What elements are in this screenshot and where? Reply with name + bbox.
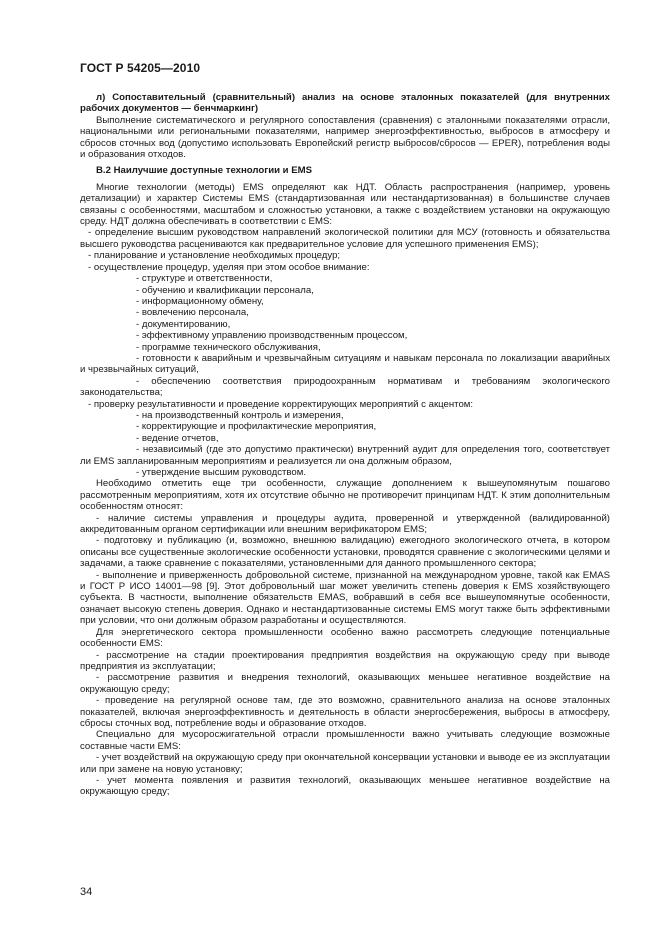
sub-list-item: - независимый (где это допустимо практически) внутренний аудит для определения того, соответствует ли EMS запланированным мероприятиям и реализуется ли она должным образом,	[80, 444, 610, 467]
paragraph: Для энергетического сектора промышленности особенно важно рассмотреть следующие потенциальные особенности EMS:	[80, 626, 610, 650]
list-item: - подготовку и публикацию (и, возможно, внешнюю валидацию) ежегодного экологического отчета, в котором описаны все существенные экологические особенности установки, проводятся сравнение с экологическими целями и задачами, а также сравнение с показателями, установленными для данного промышленного сектора;	[80, 535, 610, 570]
sub-list-item: - на производственный контроль и измерения,	[136, 409, 344, 421]
paragraph: Специально для мусоросжигательной отрасли промышленности важно учитывать следующие возможные составные части EMS:	[80, 729, 610, 752]
list-item: - наличие системы управления и процедуры аудита, проверенной и утвержденной (валидированной) аккредитованным органом сертификации или внешним верификатором EMS;	[80, 512, 610, 536]
sub-list-item: - программе технического обслуживания,	[136, 341, 321, 353]
list-item: - планирование и установление необходимых процедур;	[88, 250, 341, 262]
sub-list-item: - обучению и квалификации персонала,	[136, 284, 314, 296]
page-number: 34	[80, 886, 93, 898]
sub-list-item: - структуре и ответственности,	[136, 273, 273, 285]
document-code: ГОСТ Р 54205—2010	[80, 61, 201, 75]
list-item: - проверку результативности и проведение корректирующих мероприятий с акцентом:	[88, 398, 474, 410]
list-item: - рассмотрение на стадии проектирования предприятия воздействия на окружающую среду при выводе предприятия из эксплуатации;	[80, 649, 610, 672]
sub-list-item: - эффективному управлению производственным процессом,	[136, 330, 408, 342]
section-heading: В.2 Наилучшие доступные технологии и EMS	[96, 165, 313, 177]
list-item: - учет момента появления и развития технологий, оказывающих меньшее негативное воздействие на окружающую среду;	[80, 774, 610, 798]
sub-list-item: - обеспечению соответствия природоохранным нормативам и требованиям экологического законодательства;	[80, 375, 610, 399]
paragraph: Многие технологии (методы) EMS определяют как НДТ. Область распространения (например, уровень детализации) и характер Системы EMS (стандартизованная или нестандартизованная) в большинстве случаев связаны с особенностями, масштабом и сложностью установки, а также с воздействием установки на окружающую среду. НДТ должна обеспечивать в соответствии с EMS:	[80, 181, 610, 228]
paragraph: Выполнение систематического и регулярного сопоставления (сравнения) с эталонными показателями отрасли, национальными или региональными показателями, например энергоэффективностью, выбросов в атмосферу и сбросов сточных вод (допустимо использовать Европейский регистр выбросов/сбросов — EPER), потребления воды и образования отходов.	[80, 114, 610, 161]
sub-list-item: - корректирующие и профилактические мероприятия,	[136, 421, 377, 433]
list-item: - осуществление процедур, уделяя при этом особое внимание:	[88, 261, 370, 273]
list-item: - определение высшим руководством направлений экологической политики для МСУ (готовность и обязательства высшего руководства расцениваются как предварительное условие для успешного применения EMS);	[80, 227, 610, 250]
list-item: - учет воздействий на окружающую среду при окончательной консервации установки и выводе ее из эксплуатации или при замене на новую установку;	[80, 752, 610, 775]
paragraph: Необходимо отметить еще три особенности, служащие дополнением к вышеупомянутым пошагово рассмотренным мероприятиям, хотя их отсутствие обычно не противоречит принципам НДТ. К этим дополнительным особенностям относят:	[80, 478, 610, 513]
sub-list-item: - информационному обмену,	[136, 295, 264, 307]
section-heading: л) Сопоставительный (сравнительный) анализ на основе эталонных показателей (для внутренних рабочих документов — бенчмаркинг)	[80, 92, 610, 115]
sub-list-item: - документированию,	[136, 318, 231, 330]
list-item: - рассмотрение развития и внедрения технологий, оказывающих меньшее негативное воздействие на окружающую среду;	[80, 672, 610, 695]
sub-list-item: - ведение отчетов,	[136, 432, 219, 444]
document-body	[80, 92, 610, 798]
sub-list-item: - готовности к аварийным и чрезвычайным ситуациям и навыкам персонала по локализации аварийных и чрезвычайных ситуаций,	[80, 352, 610, 376]
sub-list-item: - утверждение высшим руководством.	[136, 467, 306, 478]
list-item: - проведение на регулярной основе там, где это возможно, сравнительного анализа на основе эталонных показателей, включая энергоэффективность и деятельность в области энергосбережения, выбросы в атмосферу, сбросы сточных вод, потребление воды и образование отходов.	[80, 695, 610, 729]
list-item: - выполнение и приверженность добровольной системе, признанной на международном уровне, такой как EMAS и ГОСТ Р ИСО 14001—98 [9]. Этот добровольный шаг может увеличить степень доверия к EMS хозяйствующего субъекта. В частности, выполнение обязательств EMAS, вобравший в себя все вышеупомянутые особенности, означает высокую степень доверия. Однако и нестандартизованные системы EMS могут также быть эффективными при условии, что они должным образом разработаны и осуществляются.	[80, 569, 610, 627]
sub-list-item: - вовлечению персонала,	[136, 307, 249, 319]
